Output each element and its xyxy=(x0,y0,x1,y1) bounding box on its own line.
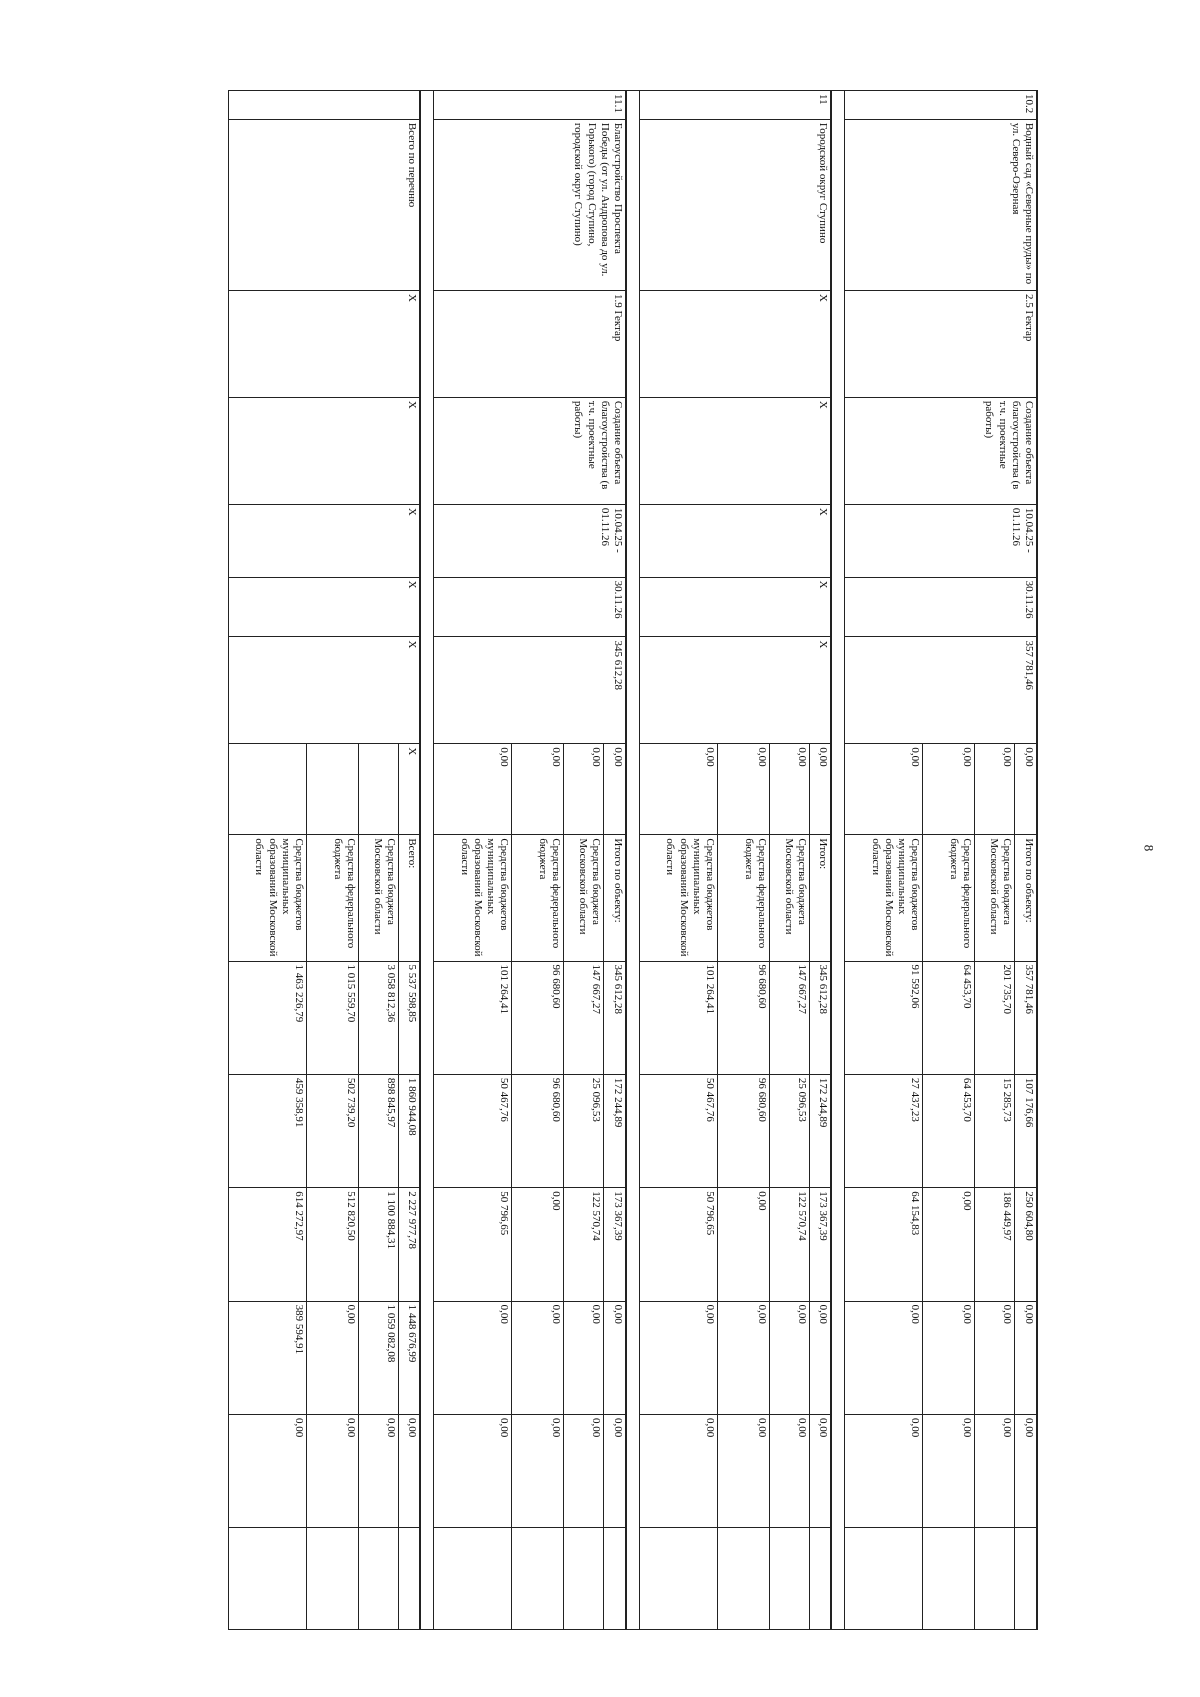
year-2-cell: 250 604,80 xyxy=(1015,1188,1037,1301)
total-cell: 345 612,28 xyxy=(604,961,626,1074)
year-1-cell: 50 467,76 xyxy=(640,1074,718,1187)
remaining-cell: 0,00 xyxy=(399,1414,421,1527)
year-1-cell: 459 358,91 xyxy=(229,1074,307,1187)
total-cell: 1 463 226,79 xyxy=(229,961,307,1074)
year-2-cell: 1 100 884,31 xyxy=(359,1188,399,1301)
year-2-cell: 122 570,74 xyxy=(564,1188,604,1301)
year-3-cell: 1 059 082,08 xyxy=(359,1301,399,1414)
total-cell: 5 537 598,85 xyxy=(399,961,421,1074)
financed-cell: X xyxy=(399,744,421,835)
opening-date-cell: 30.11.26 xyxy=(845,577,1037,637)
remaining-cell: 0,00 xyxy=(307,1414,359,1527)
funding-source-cell: Средства федерального бюджета xyxy=(718,835,770,961)
extra-column-cell xyxy=(1015,1528,1037,1630)
year-1-cell: 1 860 944,08 xyxy=(399,1074,421,1187)
year-2-cell: 0,00 xyxy=(718,1188,770,1301)
year-3-cell: 0,00 xyxy=(564,1301,604,1414)
financed-cell: 0,00 xyxy=(434,744,512,835)
financed-cell xyxy=(229,744,307,835)
work-period-cell: 10.04.25 - 01.11.26 xyxy=(845,504,1037,577)
financed-cell: 0,00 xyxy=(1015,744,1037,835)
funding-source-cell: Средства федерального бюджета xyxy=(923,835,975,961)
extra-column-cell xyxy=(845,1528,923,1630)
extra-column-cell xyxy=(359,1528,399,1630)
year-3-cell: 0,00 xyxy=(770,1301,810,1414)
row-number-cell xyxy=(229,91,421,120)
year-1-cell: 107 176,66 xyxy=(1015,1074,1037,1187)
financed-cell xyxy=(307,744,359,835)
work-type-cell: Создание объекта благоустройства (в т.ч. проектные работы) xyxy=(845,397,1037,504)
year-1-cell: 50 467,76 xyxy=(434,1074,512,1187)
remaining-cell: 0,00 xyxy=(923,1414,975,1527)
financed-cell: 0,00 xyxy=(512,744,564,835)
extra-column-cell xyxy=(975,1528,1015,1630)
spacer-cell xyxy=(626,91,640,1630)
row-number-cell: 11 xyxy=(640,91,832,120)
funding-source-cell: Итого: xyxy=(810,835,832,961)
year-3-cell: 0,00 xyxy=(1015,1301,1037,1414)
capacity-cell: 1.9 Гектар xyxy=(434,290,626,397)
year-2-cell: 512 820,50 xyxy=(307,1188,359,1301)
object-name-cell: Городской округ Ступино xyxy=(640,119,832,290)
extra-column-cell xyxy=(923,1528,975,1630)
total-cell: 101 264,41 xyxy=(434,961,512,1074)
funding-source-cell: Средства бюджетов муниципальных образований Московской области xyxy=(434,835,512,961)
row-number-cell: 10.2 xyxy=(845,91,1037,120)
funding-source-cell: Средства бюджетов муниципальных образований Московской области xyxy=(845,835,923,961)
table-row-spacer xyxy=(832,91,846,1630)
total-cell: 91 592,06 xyxy=(845,961,923,1074)
year-1-cell: 27 437,23 xyxy=(845,1074,923,1187)
remaining-cell: 0,00 xyxy=(640,1414,718,1527)
year-2-cell: 50 796,65 xyxy=(434,1188,512,1301)
capacity-cell: X xyxy=(229,290,421,397)
spacer-cell xyxy=(832,91,846,1630)
total-cell: 3 058 812,36 xyxy=(359,961,399,1074)
total-cell: 1 015 559,70 xyxy=(307,961,359,1074)
funding-source-cell: Итого по объекту: xyxy=(1015,835,1037,961)
extra-column-cell xyxy=(770,1528,810,1630)
year-2-cell: 122 570,74 xyxy=(770,1188,810,1301)
remaining-cell: 0,00 xyxy=(845,1414,923,1527)
table-row-object xyxy=(1015,91,1037,1630)
funding-source-cell: Средства бюджетов муниципальных образований Московской области xyxy=(229,835,307,961)
funding-source-cell: Средства бюджета Московской области xyxy=(770,835,810,961)
financed-cell: 0,00 xyxy=(770,744,810,835)
financed-cell: 0,00 xyxy=(640,744,718,835)
object-cost-cell: 357 781,46 xyxy=(845,637,1037,744)
year-1-cell: 25 096,53 xyxy=(770,1074,810,1187)
table-row-object xyxy=(399,91,421,1630)
funding-source-cell: Средства бюджета Московской области xyxy=(564,835,604,961)
year-3-cell: 0,00 xyxy=(975,1301,1015,1414)
total-cell: 101 264,41 xyxy=(640,961,718,1074)
remaining-cell: 0,00 xyxy=(359,1414,399,1527)
program-objects-table xyxy=(228,90,1038,1630)
year-1-cell: 172 244,89 xyxy=(810,1074,832,1187)
year-3-cell: 389 594,91 xyxy=(229,1301,307,1414)
funding-source-cell: Итого по объекту: xyxy=(604,835,626,961)
work-type-cell: Создание объекта благоустройства (в т.ч. проектные работы) xyxy=(434,397,626,504)
year-2-cell: 50 796,65 xyxy=(640,1188,718,1301)
year-3-cell: 0,00 xyxy=(923,1301,975,1414)
object-name-cell: Благоустройство Проспекта Победы (от ул. Андропова до ул. Горького) (город Ступино, городской округ Ступино) xyxy=(434,119,626,290)
year-1-cell: 172 244,89 xyxy=(604,1074,626,1187)
opening-date-cell: X xyxy=(229,577,421,637)
total-cell: 147 667,27 xyxy=(564,961,604,1074)
financed-cell xyxy=(359,744,399,835)
financed-cell: 0,00 xyxy=(604,744,626,835)
remaining-cell: 0,00 xyxy=(1015,1414,1037,1527)
capacity-cell: X xyxy=(640,290,832,397)
year-1-cell: 96 680,60 xyxy=(718,1074,770,1187)
total-cell: 345 612,28 xyxy=(810,961,832,1074)
funding-source-cell: Средства бюджета Московской области xyxy=(975,835,1015,961)
work-period-cell: 10.04.25 - 01.11.26 xyxy=(434,504,626,577)
financed-cell: 0,00 xyxy=(564,744,604,835)
funding-source-cell: Средства федерального бюджета xyxy=(307,835,359,961)
remaining-cell: 0,00 xyxy=(718,1414,770,1527)
extra-column-cell xyxy=(512,1528,564,1630)
year-3-cell: 0,00 xyxy=(512,1301,564,1414)
year-2-cell: 64 154,83 xyxy=(845,1188,923,1301)
remaining-cell: 0,00 xyxy=(770,1414,810,1527)
extra-column-cell xyxy=(399,1528,421,1630)
spacer-cell xyxy=(421,91,435,1630)
remaining-cell: 0,00 xyxy=(564,1414,604,1527)
funding-source-cell: Средства федерального бюджета xyxy=(512,835,564,961)
remaining-cell: 0,00 xyxy=(434,1414,512,1527)
total-cell: 201 735,70 xyxy=(975,961,1015,1074)
table-row-spacer xyxy=(421,91,435,1630)
extra-column-cell xyxy=(718,1528,770,1630)
total-cell: 96 680,60 xyxy=(718,961,770,1074)
extra-column-cell xyxy=(640,1528,718,1630)
year-1-cell: 64 453,70 xyxy=(923,1074,975,1187)
object-name-cell: Всего по перечню xyxy=(229,119,421,290)
year-2-cell: 173 367,39 xyxy=(810,1188,832,1301)
year-1-cell: 502 739,20 xyxy=(307,1074,359,1187)
financed-cell: 0,00 xyxy=(975,744,1015,835)
remaining-cell: 0,00 xyxy=(975,1414,1015,1527)
year-3-cell: 0,00 xyxy=(845,1301,923,1414)
total-cell: 357 781,46 xyxy=(1015,961,1037,1074)
year-3-cell: 0,00 xyxy=(640,1301,718,1414)
year-2-cell: 2 227 977,78 xyxy=(399,1188,421,1301)
year-1-cell: 15 285,73 xyxy=(975,1074,1015,1187)
total-cell: 96 680,60 xyxy=(512,961,564,1074)
work-period-cell: X xyxy=(229,504,421,577)
year-1-cell: 96 680,60 xyxy=(512,1074,564,1187)
object-cost-cell: 345 612,28 xyxy=(434,637,626,744)
year-1-cell: 898 845,97 xyxy=(359,1074,399,1187)
year-1-cell: 25 096,53 xyxy=(564,1074,604,1187)
financed-cell: 0,00 xyxy=(923,744,975,835)
year-2-cell: 0,00 xyxy=(512,1188,564,1301)
opening-date-cell: X xyxy=(640,577,832,637)
work-type-cell: X xyxy=(229,397,421,504)
row-number-cell: 11.1 xyxy=(434,91,626,120)
object-cost-cell: X xyxy=(640,637,832,744)
table-row-spacer xyxy=(626,91,640,1630)
table-row-object xyxy=(810,91,832,1630)
total-cell: 147 667,27 xyxy=(770,961,810,1074)
work-type-cell: X xyxy=(640,397,832,504)
funding-source-cell: Средства бюджетов муниципальных образований Московской области xyxy=(640,835,718,961)
opening-date-cell: 30.11.26 xyxy=(434,577,626,637)
year-2-cell: 186 449,97 xyxy=(975,1188,1015,1301)
page-number: 8 xyxy=(1141,844,1157,852)
extra-column-cell xyxy=(604,1528,626,1630)
funding-source-cell: Всего: xyxy=(399,835,421,961)
work-period-cell: X xyxy=(640,504,832,577)
table-row-object xyxy=(604,91,626,1630)
object-cost-cell: X xyxy=(229,637,421,744)
extra-column-cell xyxy=(229,1528,307,1630)
year-3-cell: 0,00 xyxy=(718,1301,770,1414)
financed-cell: 0,00 xyxy=(810,744,832,835)
extra-column-cell xyxy=(810,1528,832,1630)
extra-column-cell xyxy=(564,1528,604,1630)
capacity-cell: 2.5 Гектар xyxy=(845,290,1037,397)
financed-cell: 0,00 xyxy=(845,744,923,835)
year-2-cell: 173 367,39 xyxy=(604,1188,626,1301)
extra-column-cell xyxy=(307,1528,359,1630)
object-name-cell: Водный сад «Северные пруды» по ул. Северо-Озерная xyxy=(845,119,1037,290)
year-3-cell: 0,00 xyxy=(434,1301,512,1414)
year-2-cell: 614 272,97 xyxy=(229,1188,307,1301)
year-3-cell: 0,00 xyxy=(307,1301,359,1414)
year-3-cell: 1 448 676,99 xyxy=(399,1301,421,1414)
year-3-cell: 0,00 xyxy=(810,1301,832,1414)
rotated-page-content xyxy=(178,90,1038,1630)
year-2-cell: 0,00 xyxy=(923,1188,975,1301)
extra-column-cell xyxy=(434,1528,512,1630)
year-3-cell: 0,00 xyxy=(604,1301,626,1414)
financed-cell: 0,00 xyxy=(718,744,770,835)
remaining-cell: 0,00 xyxy=(604,1414,626,1527)
total-cell: 64 453,70 xyxy=(923,961,975,1074)
funding-source-cell: Средства бюджета Московской области xyxy=(359,835,399,961)
remaining-cell: 0,00 xyxy=(512,1414,564,1527)
remaining-cell: 0,00 xyxy=(229,1414,307,1527)
remaining-cell: 0,00 xyxy=(810,1414,832,1527)
